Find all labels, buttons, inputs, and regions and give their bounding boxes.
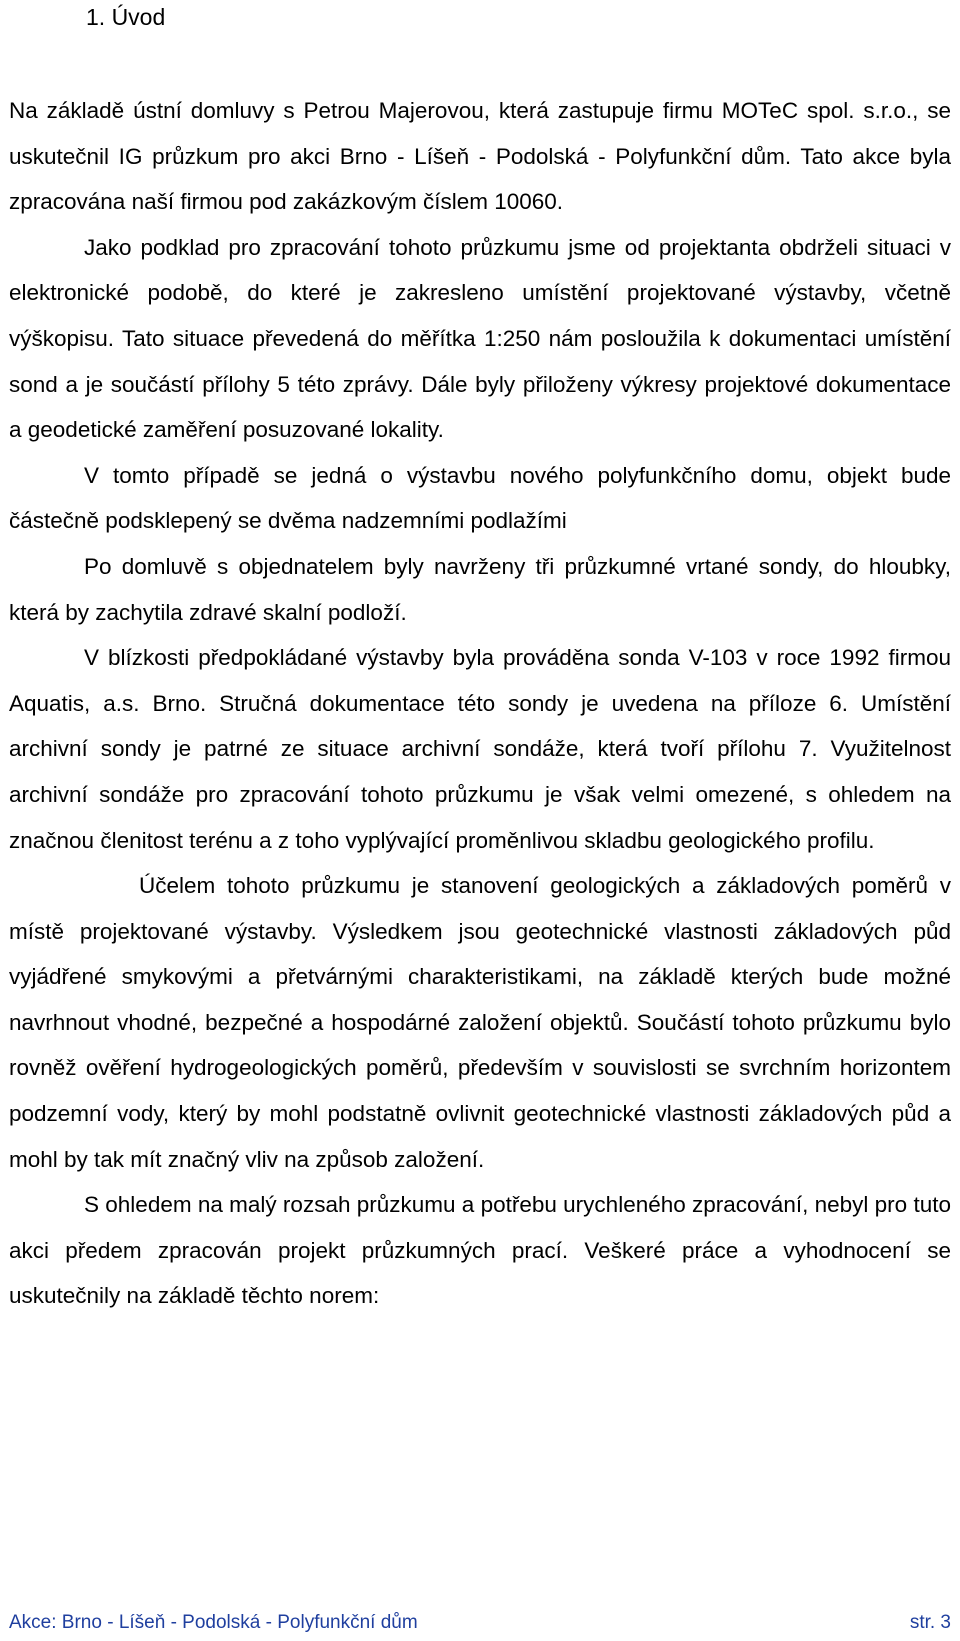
section-heading: 1. Úvod xyxy=(86,4,166,30)
paragraph-sondy: Po domluvě s objednatelem byly navrženy tři průzkumné vrtané sondy, do hloubky, která by zachytila zdravé skalní podloží. xyxy=(9,553,951,625)
footer-page-number: str. 3 xyxy=(909,1612,951,1633)
paragraph-ucel: Účelem tohoto průzkumu je stanovení geologických a základových poměrů v místě projektované výstavby. Výsledkem jsou geotechnické vlastnosti základových půd vyjádřené smykovými a přetvárnými charakteristikami, na základě kterých bude možné navrhnout vhodné, bezpečné a hospodárné založení objektů. Součástí tohoto průzkumu bylo rovněž ověření hydrogeologických poměrů, především v souvislosti se svrchním horizontem podzemní vody, který by mohl podstatně ovlivnit geotechnické vlastnosti základových půd a mohl by tak mít značný vliv na způsob založení. xyxy=(9,873,951,1172)
paragraph-archivni-sonda: V blízkosti předpokládané výstavby byla prováděna sonda V-103 v roce 1992 firmou Aquatis, a.s. Brno. Stručná dokumentace této sondy je uvedena na příloze 6. Umístění archivní sondy je patrné ze situace archivní sondáže, která tvoří přílohu 7. Využitelnost archivní sondáže pro zpracování tohoto průzkumu je však velmi omezené, s ohledem na značnou členitost terénu a z toho vyplývající proměnlivou skladbu geologického profilu. xyxy=(9,645,951,853)
paragraph-intro: Na základě ústní domluvy s Petrou Majerovou, která zastupuje firmu MOTeC spol. s.r.o., se uskutečnil IG průzkum pro akci Brno - Líšeň - Podolská - Polyfunkční dům. Tato akce byla zpracována naší firmou pod zakázkovým číslem 10060. xyxy=(9,98,951,215)
footer-project-name: Akce: Brno - Líšeň - Podolská - Polyfunkční dům xyxy=(9,1612,418,1633)
paragraph-podklad: Jako podklad pro zpracování tohoto průzkumu jsme od projektanta obdrželi situaci v elektronické podobě, do které je zakresleno umístění projektované výstavby, včetně výškopisu. Tato situace převedená do měřítka 1:250 nám posloužila k dokumentaci umístění sond a je součástí přílohy 5 této zprávy. Dále byly přiloženy výkresy projektové dokumentace a geodetické zaměření posuzované lokality. xyxy=(9,234,951,443)
paragraph-normy: S ohledem na malý rozsah průzkumu a potřebu urychleného zpracování, nebyl pro tuto akci předem zpracován projekt průzkumných prací. Veškeré práce a vyhodnocení se uskutečnily na základě těchto norem: xyxy=(9,1192,951,1309)
body-text xyxy=(9,88,951,1319)
paragraph-vystavba: V tomto případě se jedná o výstavbu nového polyfunkčního domu, objekt bude částečně podsklepený se dvěma nadzemními podlažími xyxy=(9,462,951,534)
